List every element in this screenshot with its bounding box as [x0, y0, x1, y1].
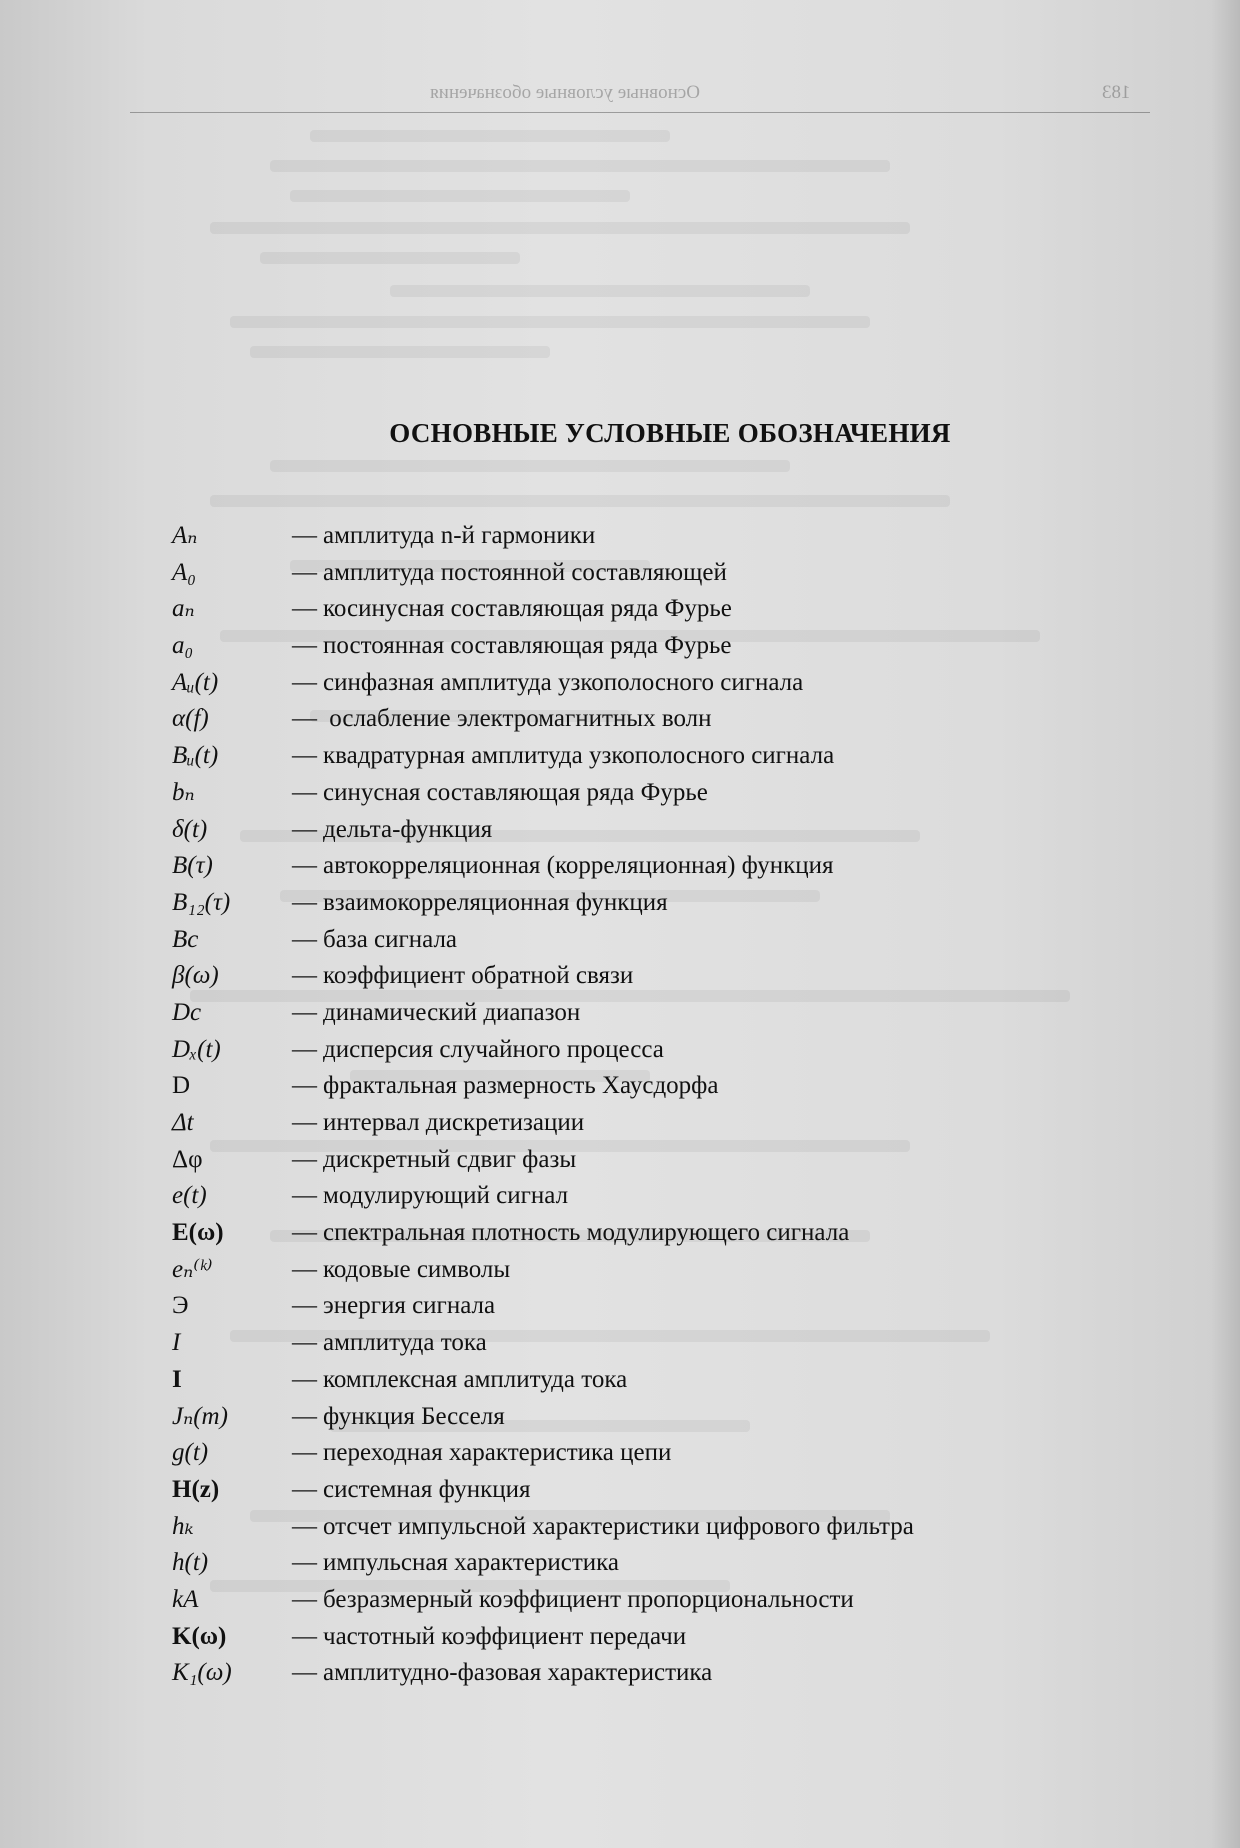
- description: ослабление электромагнитных волн: [323, 705, 712, 733]
- list-item: [172, 1147, 1072, 1184]
- list-item: [172, 1660, 1072, 1697]
- description-row: [292, 1293, 1072, 1318]
- description: база сигнала: [323, 925, 458, 953]
- symbol: aₙ: [172, 595, 195, 623]
- description: функция Бесселя: [323, 1402, 505, 1430]
- symbol: α(f): [172, 705, 209, 733]
- list-item: [172, 1587, 1072, 1624]
- description: амплитуда n-й гармоники: [323, 522, 596, 549]
- description-row: [292, 596, 1072, 621]
- description: амплитуда постоянной составляющей: [323, 558, 727, 586]
- dash: —: [292, 1622, 317, 1650]
- dash: —: [292, 1439, 317, 1467]
- list-item: [172, 1037, 1072, 1074]
- symbol: h(t): [172, 1549, 209, 1577]
- list-item: [172, 1550, 1072, 1587]
- list-item: [172, 890, 1072, 927]
- description: синфазная амплитуда узкополосного сигнала: [323, 668, 804, 696]
- description-row: [292, 1073, 1072, 1098]
- dash: —: [292, 632, 317, 660]
- dash: —: [292, 815, 317, 843]
- symbol: K(ω): [172, 1622, 227, 1650]
- symbol: Δt: [172, 1109, 194, 1136]
- symbol: Jₙ(m): [172, 1402, 228, 1430]
- symbol: Bс: [172, 925, 199, 953]
- description-row: [292, 1110, 1072, 1135]
- symbol: H(z): [172, 1475, 220, 1503]
- description-row: [292, 1550, 1072, 1575]
- notation-list: [172, 523, 1072, 1697]
- description: частотный коэффициент передачи: [323, 1622, 687, 1650]
- description-row: [292, 1037, 1072, 1062]
- symbol: e(t): [172, 1182, 207, 1210]
- dash: —: [292, 1292, 317, 1320]
- symbol: A₀: [172, 558, 196, 586]
- list-item: [172, 1440, 1072, 1477]
- dash: —: [292, 1109, 317, 1136]
- dash: —: [292, 1072, 317, 1100]
- list-item: [172, 1330, 1072, 1367]
- description: спектральная плотность модулирующего сигнала: [323, 1219, 850, 1247]
- description: системная функция: [323, 1475, 531, 1503]
- description: импульсная характеристика: [323, 1549, 620, 1577]
- description: амплитуда тока: [323, 1329, 487, 1357]
- symbol: kА: [172, 1585, 199, 1613]
- list-item: [172, 706, 1072, 743]
- dash: —: [292, 962, 317, 990]
- running-head: [130, 78, 1150, 113]
- symbol: eₙ⁽ᵏ⁾: [172, 1255, 213, 1283]
- list-item: [172, 927, 1072, 964]
- description-row: [292, 1257, 1072, 1282]
- description-row: [292, 1440, 1072, 1465]
- description-row: [292, 963, 1072, 988]
- symbol: bₙ: [172, 778, 195, 806]
- list-item: [172, 1183, 1072, 1220]
- description-row: [292, 1660, 1072, 1685]
- symbol: I: [172, 1365, 182, 1393]
- dash: —: [292, 1145, 317, 1173]
- dash: —: [292, 1512, 317, 1540]
- description: постоянная составляющая ряда Фурье: [323, 632, 732, 660]
- symbol: Э: [172, 1292, 189, 1320]
- dash: —: [292, 1035, 317, 1063]
- description-row: [292, 1367, 1072, 1392]
- description-row: [292, 890, 1072, 915]
- list-item: [172, 1367, 1072, 1404]
- dash: —: [292, 522, 317, 549]
- dash: —: [292, 1475, 317, 1503]
- description-row: [292, 1330, 1072, 1355]
- list-item: [172, 1404, 1072, 1441]
- symbol: hₖ: [172, 1512, 194, 1540]
- description: косинусная составляющая ряда Фурье: [323, 595, 732, 623]
- list-item: [172, 670, 1072, 707]
- dash: —: [292, 1365, 317, 1393]
- symbol: I: [172, 1329, 181, 1357]
- dash: —: [292, 1255, 317, 1283]
- running-head-text: Основные условные обозначения: [430, 82, 700, 103]
- dash: —: [292, 595, 317, 623]
- symbol: D: [172, 1072, 191, 1100]
- list-item: [172, 633, 1072, 670]
- description: динамический диапазон: [323, 998, 581, 1026]
- description-row: [292, 1147, 1072, 1172]
- description: автокорреляционная (корреляционная) функция: [323, 852, 834, 880]
- description: синусная составляющая ряда Фурье: [323, 778, 708, 806]
- description: кодовые символы: [323, 1255, 511, 1283]
- list-item: [172, 1293, 1072, 1330]
- list-item: [172, 560, 1072, 597]
- list-item: [172, 1110, 1072, 1147]
- list-item: [172, 1514, 1072, 1551]
- dash: —: [292, 1219, 317, 1247]
- description-row: [292, 1587, 1072, 1612]
- list-item: [172, 1220, 1072, 1257]
- symbol: Bᵤ(t): [172, 742, 219, 770]
- running-head-page-number: 183: [1101, 82, 1130, 103]
- description-row: [292, 1000, 1072, 1025]
- description: дельта-функция: [323, 815, 493, 843]
- list-item: [172, 1624, 1072, 1661]
- description-row: [292, 1404, 1072, 1429]
- dash: —: [292, 1182, 317, 1210]
- description: взаимокорреляционная функция: [323, 888, 668, 916]
- symbol: K₁(ω): [172, 1659, 232, 1687]
- symbol: δ(t): [172, 815, 208, 843]
- description: квадратурная амплитуда узкополосного сигнала: [323, 742, 835, 770]
- dash: —: [292, 668, 317, 696]
- description-row: [292, 817, 1072, 842]
- symbol: Dₓ(t): [172, 1035, 221, 1063]
- description: модулирующий сигнал: [323, 1182, 569, 1210]
- dash: —: [292, 742, 317, 770]
- dash: —: [292, 1585, 317, 1613]
- dash: —: [292, 778, 317, 806]
- description-row: [292, 1220, 1072, 1245]
- list-item: [172, 963, 1072, 1000]
- description: дискретный сдвиг фазы: [323, 1145, 577, 1173]
- symbol: a₀: [172, 632, 194, 660]
- symbol: g(t): [172, 1439, 209, 1467]
- description: амплитудно-фазовая характеристика: [323, 1659, 713, 1687]
- list-item: [172, 780, 1072, 817]
- list-item: [172, 743, 1072, 780]
- description-row: [292, 853, 1072, 878]
- description: интервал дискретизации: [323, 1109, 585, 1136]
- symbol: β(ω): [172, 962, 219, 990]
- description-row: [292, 1624, 1072, 1649]
- description-row: [292, 633, 1072, 658]
- description: переходная характеристика цепи: [323, 1439, 672, 1467]
- dash: —: [292, 925, 317, 953]
- description-row: [292, 1514, 1072, 1539]
- dash: —: [292, 1659, 317, 1687]
- symbol: Dс: [172, 998, 202, 1026]
- description: энергия сигнала: [323, 1292, 496, 1320]
- description-row: [292, 560, 1072, 585]
- list-item: [172, 853, 1072, 890]
- page-edge-shadow: [1210, 0, 1240, 1848]
- symbol: Δφ: [172, 1145, 203, 1173]
- description: отсчет импульсной характеристики цифрового фильтра: [323, 1512, 914, 1540]
- symbol: B(τ): [172, 852, 213, 880]
- list-item: [172, 1257, 1072, 1294]
- description-row: [292, 670, 1072, 695]
- symbol: Aₙ: [172, 522, 198, 549]
- description: дисперсия случайного процесса: [323, 1035, 664, 1063]
- description: безразмерный коэффициент пропорциональности: [323, 1585, 854, 1613]
- dash: —: [292, 852, 317, 880]
- description: комплексная амплитуда тока: [323, 1365, 628, 1393]
- description: фрактальная размерность Хаусдорфа: [323, 1072, 719, 1100]
- description-row: [292, 927, 1072, 952]
- dash: —: [292, 1329, 317, 1357]
- description: коэффициент обратной связи: [323, 962, 634, 990]
- section-title: ОСНОВНЫЕ УСЛОВНЫЕ ОБОЗНАЧЕНИЯ: [389, 418, 951, 448]
- list-item: [172, 523, 1072, 560]
- description-row: [292, 1183, 1072, 1208]
- list-item: [172, 596, 1072, 633]
- symbol: Aᵤ(t): [172, 668, 219, 696]
- dash: —: [292, 1402, 317, 1430]
- dash: —: [292, 1549, 317, 1577]
- list-item: [172, 1000, 1072, 1037]
- dash: —: [292, 705, 317, 733]
- description-row: [292, 743, 1072, 768]
- symbol: B₁₂(τ): [172, 888, 231, 916]
- list-item: [172, 1073, 1072, 1110]
- symbol: E(ω): [172, 1219, 224, 1247]
- description-row: [292, 1477, 1072, 1502]
- description-row: [292, 706, 1072, 731]
- list-item: [172, 1477, 1072, 1514]
- description-row: [292, 523, 1072, 548]
- dash: —: [292, 888, 317, 916]
- dash: —: [292, 558, 317, 586]
- description-row: [292, 780, 1072, 805]
- list-item: [172, 817, 1072, 854]
- dash: —: [292, 998, 317, 1026]
